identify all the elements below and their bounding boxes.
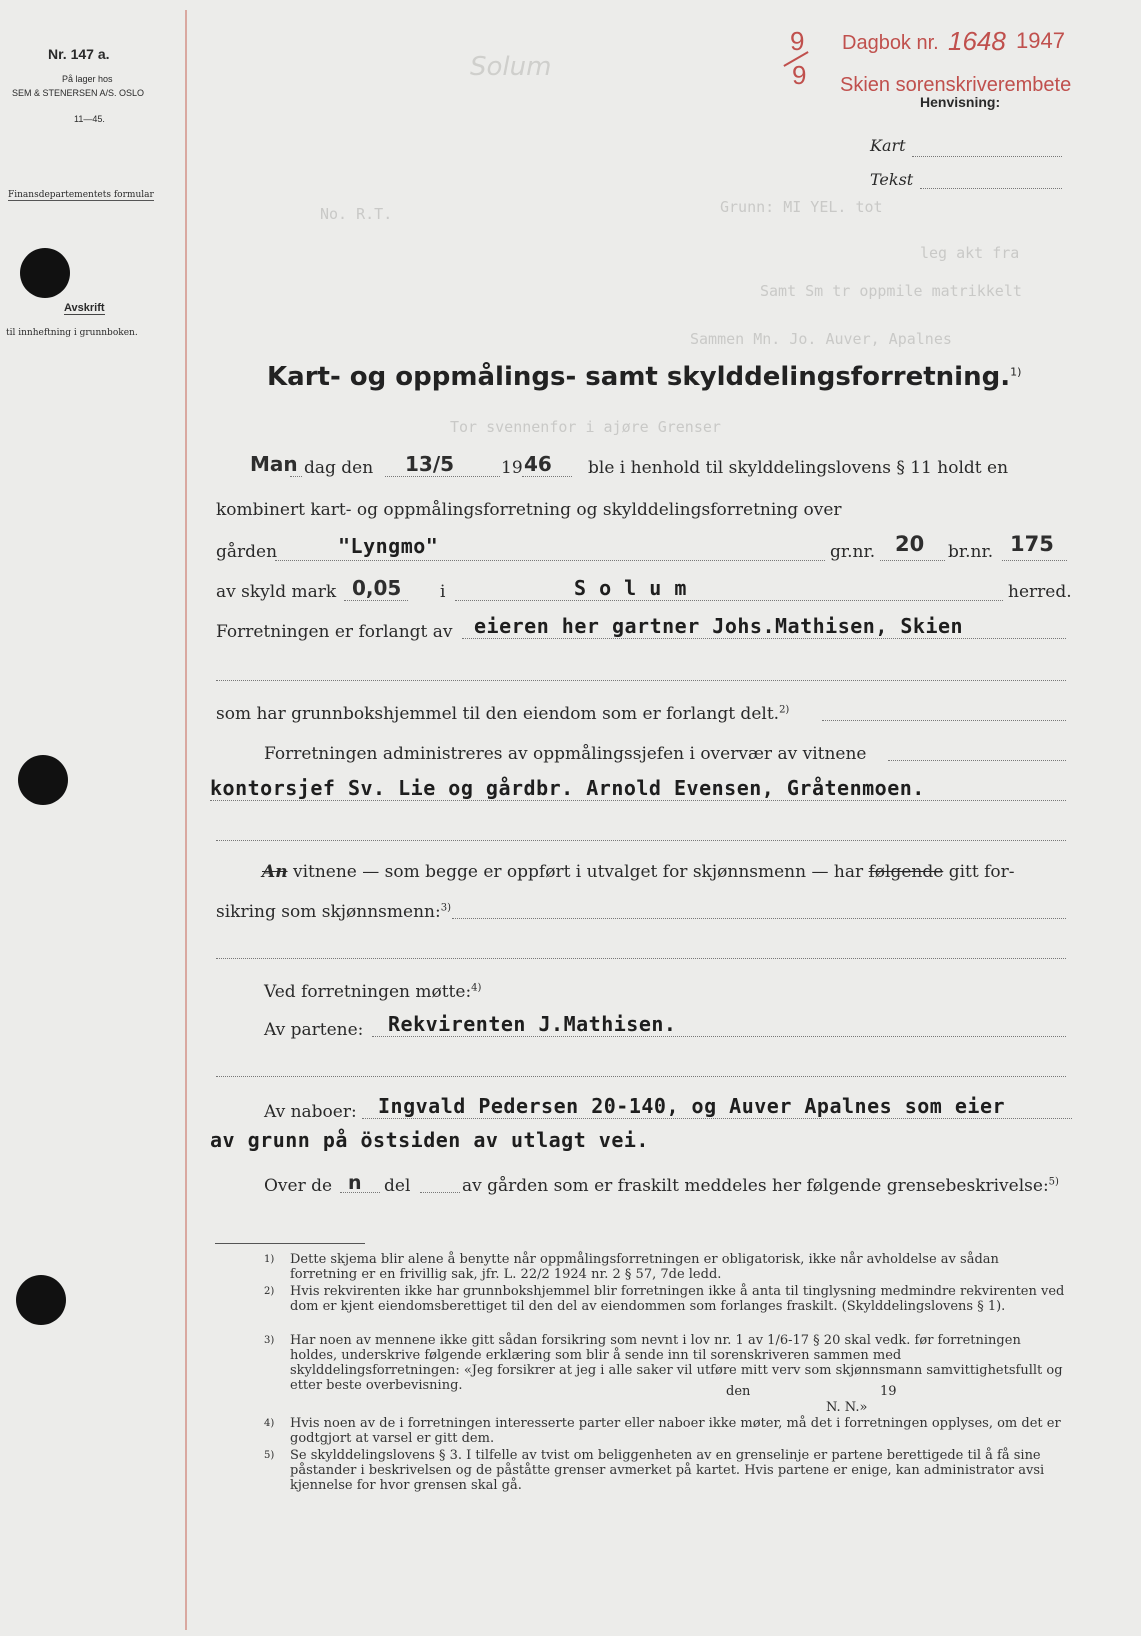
- naboer-value-2: av grunn på östsiden av utlagt vei.: [210, 1128, 649, 1152]
- footnote-number: 3): [264, 1335, 275, 1346]
- publisher-line-2: SEM & STENERSEN A/S. OSLO: [12, 88, 145, 98]
- footnote-rule: [215, 1243, 365, 1244]
- over-value: n: [348, 1172, 362, 1194]
- grnr-label: gr.nr.: [830, 542, 876, 562]
- stamp-dagbok-label: Dagbok nr.: [842, 32, 939, 54]
- garden-value: "Lyngmo": [338, 534, 439, 558]
- punch-hole-icon: [18, 755, 68, 805]
- blank-line-4: [216, 1076, 1066, 1077]
- motte-ref: 4): [471, 982, 482, 994]
- del-line: [420, 1192, 460, 1193]
- bleed-through-line: No. R.T.: [320, 205, 393, 223]
- over-label: Over de: [264, 1176, 333, 1196]
- ministry-form: Finansdepartementets formular: [8, 190, 154, 200]
- year-value: 46: [524, 452, 552, 476]
- sentence-2: kombinert kart- og oppmålingsforretning og skylddelingsforretning over: [216, 500, 842, 520]
- form-number: Nr. 147 a.: [48, 46, 110, 62]
- day-label: dag den: [304, 458, 374, 478]
- herred-value: S o l u m: [574, 576, 687, 600]
- footnote-text: Har noen av mennene ikke gitt sådan forsikring som nevnt i lov nr. 1 av 1/6-17 § 20 skal vedk. før forretningen holdes, underskrive følgende erklæring som blir å sende inn til sorenskriveren sammen med skylddelingsforretningen: «Jeg forsikrer at jeg i alle saker vil utføre mitt verv som skjønnsmann samvittighetsfullt og etter beste overbevisning.: [290, 1333, 1063, 1393]
- margin-rule: [185, 10, 187, 1630]
- footnote-text: Dette skjema blir alene å benytte når oppmålingsforretningen er obligatorisk, ikke når avholdelse av sådan forretning er en frivillig sak, jfr. L. 22/2 1924 nr. 2 § 57, 7de ledd.: [290, 1252, 999, 1282]
- forlangt-label: Forretningen er forlangt av: [216, 622, 453, 642]
- brnr-value: 175: [1010, 532, 1054, 556]
- stamp-date-bottom: 9: [792, 60, 807, 90]
- footnote-number: 1): [264, 1254, 275, 1265]
- grense-label: av gården som er fraskilt meddeles her følgende grensebeskrivelse:: [462, 1176, 1049, 1196]
- publisher-line-1: På lager hos: [62, 74, 113, 84]
- bleed-through-line: leg akt fra: [920, 244, 1020, 262]
- document-title: [267, 362, 1021, 392]
- sikring-ref: 3): [440, 902, 451, 914]
- witnesses-value: kontorsjef Sv. Lie og gårdbr. Arnold Evensen, Gråtenmoen.: [210, 776, 925, 800]
- day-value: Man: [250, 452, 298, 476]
- bleed-through-line: Sammen Mn. Jo. Auver, Apalnes: [690, 330, 952, 348]
- day-line: [290, 476, 302, 477]
- admin-line: [888, 760, 1066, 761]
- i-label: i: [440, 582, 446, 602]
- garden-line: [275, 560, 825, 561]
- date-line: [385, 476, 500, 477]
- tekst-label: Tekst: [870, 170, 914, 189]
- date-code: 11—45.: [74, 114, 105, 124]
- bleed-through-line: Samt Sm tr oppmile matrikkelt: [760, 282, 1022, 300]
- date-value: 13/5: [405, 452, 455, 476]
- footnote-tail-nn: N. N.»: [826, 1400, 868, 1415]
- tekst-line: [920, 188, 1062, 189]
- grense-text: [462, 1176, 1059, 1196]
- grunnbok-text: [216, 704, 789, 724]
- footnote-text: Hvis rekvirenten ikke har grunnbokshjemmel blir forretningen ikke å anta til tinglysning medmindre rekvirenten ved dom er kjent eiendomsberettiget til den del av eiendommen som forlanges fraskilt. (Skylddelingslovens § 1).: [290, 1284, 1065, 1314]
- grnr-line: [880, 560, 945, 561]
- vitnene-text: vitnene — som begge er oppført i utvalget for skjønnsmenn — har: [292, 862, 864, 882]
- footnote-number: 4): [264, 1418, 275, 1429]
- gitt-for: gitt for-: [948, 862, 1015, 882]
- footnote-tail-den: den: [726, 1384, 751, 1399]
- skyld-line: [344, 600, 408, 601]
- stamp-office: Skien sorenskriverembete: [840, 74, 1072, 96]
- brnr-label: br.nr.: [948, 542, 994, 562]
- year-line: [522, 476, 572, 477]
- blank-line-1: [216, 680, 1066, 681]
- bleed-through-line: Tor svennenfor i ajøre Grenser: [450, 418, 721, 436]
- garden-label: gården: [216, 542, 278, 562]
- blank-line-2: [216, 840, 1066, 841]
- footnote-tail-19: 19: [880, 1384, 897, 1399]
- footnote-text: Se skylddelingslovens § 3. I tilfelle av tvist om beliggenheten av en grenselinje er partene berettigede til å få sine påstander i beskrivelsen og de påståtte grenser avmerket på kartet. Hvis partene er enige, kan administrator avsi kjennelse for hvor grensen skal gå.: [290, 1448, 1045, 1493]
- footnote-text: Hvis noen av de i forretningen interesserte parter eller naboer ikke møter, må det i forretningen opplyses, om det er godtgjort at varsel er gitt dem.: [290, 1416, 1061, 1446]
- admin-label: Forretningen administreres av oppmålingssjefen i overvær av vitnene: [264, 744, 867, 764]
- grunnbok-line: [822, 720, 1066, 721]
- stamp-date-top: 9: [790, 26, 805, 56]
- partene-value: Rekvirenten J.Mathisen.: [388, 1012, 677, 1036]
- sikring-text: [216, 902, 451, 922]
- footnote-number: 5): [264, 1450, 275, 1461]
- brnr-line: [1002, 560, 1067, 561]
- year-prefix: 19: [501, 458, 523, 478]
- kart-line: [912, 156, 1062, 157]
- del-label: del: [384, 1176, 411, 1196]
- footnote-number: 2): [264, 1286, 275, 1297]
- motte-label: Ved forretningen møtte:: [264, 982, 472, 1002]
- naboer-line-1: [362, 1118, 1072, 1119]
- over-line: [340, 1192, 380, 1193]
- partene-line: [372, 1036, 1066, 1037]
- grunnbok-label: som har grunnbokshjemmel til den eiendom som er forlangt delt.: [216, 704, 780, 724]
- handwritten-note: Solum: [470, 52, 552, 82]
- grnr-value: 20: [895, 532, 925, 556]
- sikring-line: [452, 918, 1066, 919]
- struck-an: An: [262, 862, 288, 882]
- title-footnote-ref: 1): [1010, 365, 1022, 379]
- blank-line-3: [216, 958, 1066, 959]
- skyld-value: 0,05: [352, 576, 402, 600]
- copy-sub: til innheftning i grunnboken.: [6, 328, 138, 338]
- skyld-label: av skyld mark: [216, 582, 337, 602]
- naboer-label: Av naboer:: [264, 1102, 357, 1122]
- kart-label: Kart: [870, 136, 906, 155]
- motte-text: [264, 982, 481, 1002]
- stamp-year: 1947: [1016, 28, 1065, 53]
- grunnbok-ref: 2): [779, 704, 790, 716]
- punch-hole-icon: [16, 1275, 66, 1325]
- copy-label: Avskrift: [64, 302, 105, 314]
- grense-ref: 5): [1048, 1176, 1059, 1188]
- vitnene-line: [262, 862, 1015, 882]
- henvisning-label: Henvisning:: [920, 94, 1001, 110]
- herred-label: herred.: [1008, 582, 1072, 602]
- sentence-1: ble i henhold til skylddelingslovens § 11 holdt en: [588, 458, 1009, 478]
- struck-folgende: følgende: [868, 862, 944, 882]
- sikring-label: sikring som skjønnsmenn:: [216, 902, 441, 922]
- bleed-through-line: Grunn: MI YEL. tot: [720, 198, 883, 216]
- partene-label: Av partene:: [264, 1020, 364, 1040]
- stamp-dagbok-number: 1648: [948, 26, 1006, 56]
- herred-line: [455, 600, 1003, 601]
- forlangt-line: [462, 638, 1066, 639]
- forlangt-value: eieren her gartner Johs.Mathisen, Skien: [474, 614, 964, 638]
- witnesses-line: [210, 800, 1066, 801]
- punch-hole-icon: [20, 248, 70, 298]
- document-title-text: Kart- og oppmålings- samt skylddelingsforretning.: [267, 362, 1011, 392]
- naboer-value-1: Ingvald Pedersen 20-140, og Auver Apalnes som eier: [378, 1094, 1006, 1118]
